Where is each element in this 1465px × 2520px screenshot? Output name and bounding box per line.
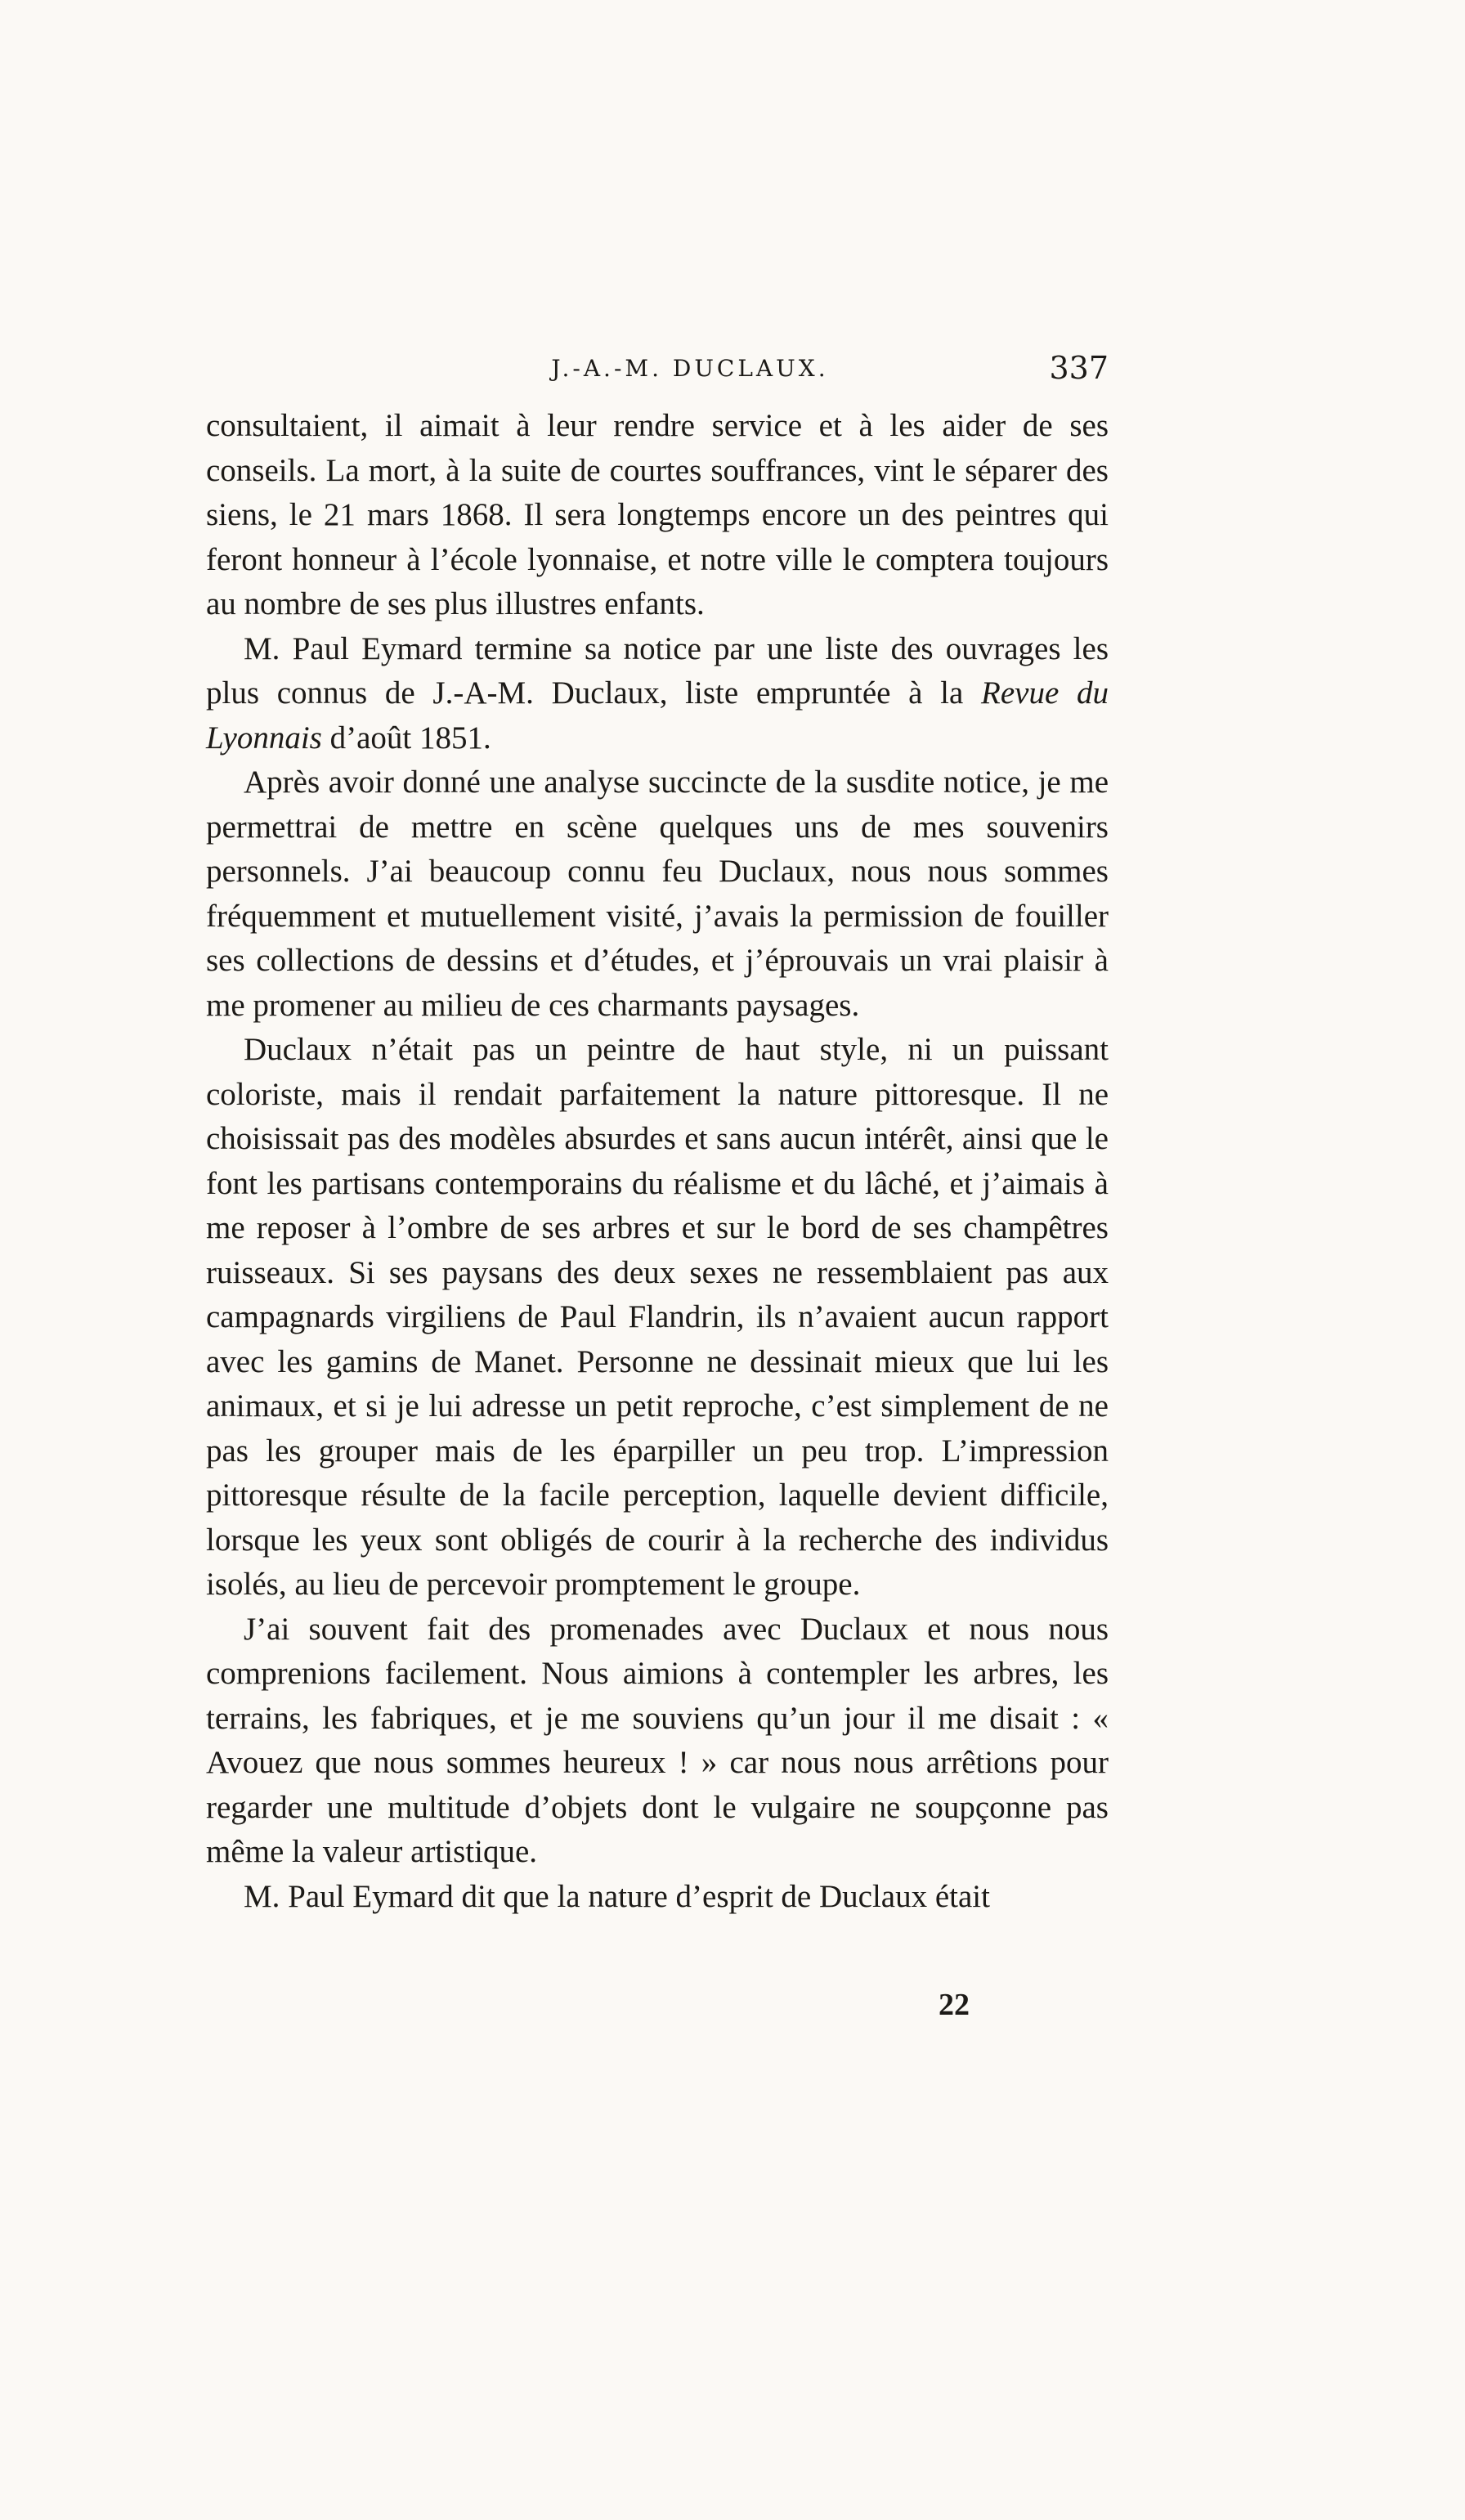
page-number: 337: [1049, 350, 1109, 386]
paragraph: J’ai souvent fait des promenades avec Duclaux et nous nous comprenions facilement. Nous aimions à contempler les arbres, les terrains, les fabriques, et je me souviens qu’un jour il me disait : « Avouez que nous sommes heureux ! » car nous nous arrêtions pour regarder une multitude d’objets dont le vulgaire ne soupçonne pas même la valeur artistique.: [206, 1611, 1109, 1869]
paragraph: Duclaux n’était pas un peintre de haut style, ni un puissant coloriste, mais il rendait parfaitement la nature pittoresque. Il ne choisissait pas des modèles absurdes et sans aucun intérêt, ainsi que le font les partisans contemporains du réalisme et du lâché, et j’aimais à me reposer à l’ombre de ses arbres et sur le bord de ses champêtres ruisseaux. Si ses paysans des deux sexes ne ressemblaient pas aux campagnards virgiliens de Paul Flandrin, ils n’avaient aucun rapport avec les gamins de Manet. Personne ne dessinait mieux que lui les animaux, et si je lui adresse un petit reproche, c’est simplement de ne pas les grouper mais de les éparpiller un peu trop. L’impression pittoresque résulte de la facile perception, laquelle devient difficile, lorsque les yeux sont obligés de courir à la recherche des individus isolés, au lieu de percevoir promptement le groupe.: [206, 1032, 1109, 1602]
page-header: [206, 350, 1109, 394]
paragraph: consultaient, il aimait à leur rendre service et à les aider de ses conseils. La mort, à la suite de courtes souffrances, vint le séparer des siens, le 21 mars 1868. Il sera longtemps encore un des peintres qui feront honneur à l’école lyonnaise, et notre ville le comptera toujours au nombre de ses plus illustres enfants.: [206, 408, 1109, 621]
journal-title: Revue du Lyonnais: [206, 675, 1109, 756]
body-text: [206, 404, 1109, 1919]
paragraph-text: d’août 1851.: [321, 720, 491, 756]
paragraph-text: M. Paul Eymard termine sa notice par une liste des ouvrages les plus connus de J.-A-M. Duclaux, liste empruntée à la: [206, 630, 1109, 711]
signature-mark: 22: [939, 1988, 970, 2022]
running-title: J.-A.-M. DUCLAUX.: [551, 355, 829, 382]
paragraph: [206, 627, 1109, 761]
paragraph: Après avoir donné une analyse succincte de la susdite notice, je me permettrai de mettre en scène quelques uns de mes souvenirs personnels. J’ai beaucoup connu feu Duclaux, nous nous sommes fréquemment et mutuellement visité, j’avais la permission de fouiller ses collections de dessins et d’études, et j’éprouvais un vrai plaisir à me promener au milieu de ces charmants paysages.: [206, 765, 1109, 1023]
paragraph: M. Paul Eymard dit que la nature d’esprit de Duclaux était: [244, 1878, 990, 1914]
